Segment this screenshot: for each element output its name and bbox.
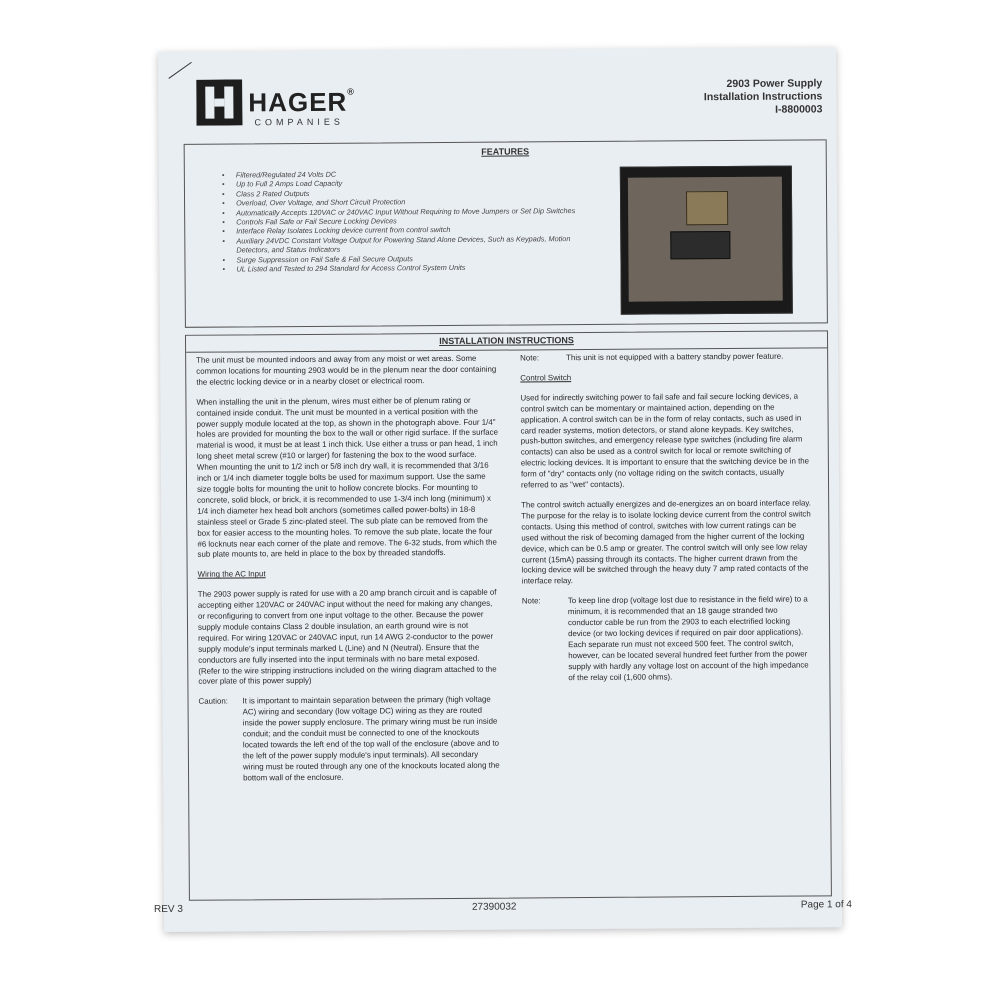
transformer-shape — [686, 191, 728, 225]
feature-item: • Surge Suppression on Fail Safe & Fail Secure Outputs — [220, 253, 590, 265]
document-code: I-8800003 — [775, 103, 823, 116]
feature-item: • UL Listed and Tested to 294 Standard for Access Control System Units — [220, 262, 590, 274]
document-title-block — [704, 77, 823, 117]
caution-note — [199, 695, 502, 784]
hager-logo — [196, 78, 416, 130]
paragraph: The unit must be mounted indoors and away from any moist or wet areas. Some common locations for mounting 2903 would be in the plenum near the door containing the electric locking device or in a nearby closet or electrical room. — [196, 353, 497, 387]
battery-note — [520, 351, 812, 364]
feature-item: • Auxiliary 24VDC Constant Voltage Output for Powering Stand Alone Devices, Such as Keypads, Motion Detectors, and Status Indicators — [220, 234, 590, 255]
circuit-board-shape — [670, 231, 730, 259]
feature-item: • Overload, Over Voltage, and Short Circuit Protection — [220, 196, 590, 208]
document-subtitle: Installation Instructions — [703, 90, 823, 104]
features-box — [184, 139, 828, 327]
paragraph: The control switch actually energizes and de-energizes an on board interface relay. The purpose for the relay is to isolate locking device current from the control switch contacts. Using this method of control, switches with low current ratings can be used without the risk of becoming damaged from the higher current of the locking device, which can be 0.5 amp or greater. The control switch will only see low relay current (15mA) passing through its contacts. The higher current drawn from the locking device will be switched through the heavy duty 7 amp rated contacts of the interface relay. — [521, 498, 811, 586]
enclosure-backplate — [628, 177, 783, 302]
page-number: Page 1 of 4 — [800, 899, 853, 911]
document-number: 27390032 — [471, 901, 517, 913]
revision-label: REV 3 — [153, 903, 183, 916]
document-title: 2903 Power Supply — [726, 77, 823, 91]
caution-label: Caution: — [198, 696, 228, 707]
document-page — [153, 47, 853, 932]
note-label: Note: — [520, 353, 540, 363]
feature-item: • Automatically Accepts 120VAC or 240VAC Input Without Requiring to Move Jumpers or Set Dip Switches — [220, 206, 590, 218]
paragraph: Used for indirectly switching power to fail safe and fail secure locking devices, a control switch can be momentary or maintained action, depending on the application. A control switch can be in the form of relay contacts, such as used in card reader systems, motion detectors, or stand alone keypads. Key switches, push-button switches, and emergency release type switches (including fire alarm contacts) can also be used as a control switch for local or remote switching of electric locking devices. It is important to ensure that the switching device be in the form of "dry" contacts only (no voltage riding on the switch contacts, usually referred to as "wet" contacts). — [520, 391, 810, 490]
paragraph: When installing the unit in the plenum, wires must either be of plenum rating or contained inside conduit. The unit must be mounted in a vertical position with the power supply module located at the top, as shown in the photograph above. Four 1/4" holes are provided for mounting the box to the wall or other rigid surface. If the surface material is wood, it must be at least 1 inch thick. Use either a truss or pan head, 1 inch long sheet metal screw (#10 or larger) for fastening the box to the wood surface. When mounting the unit to 1/2 inch or 5/8 inch dry wall, it is recommended that 3/16 inch or 1/4 inch diameter toggle bolts be used for maximum support. Use the same size toggle bolts for mounting the unit to hollow concrete blocks. For mounting to concrete, solid block, or brick, it is recommended to use 1-3/4 inch long (minimum) x 1/4 inch diameter hex head bolt anchors (sometimes called power-bolts) in 18-8 stainless steel or Grade 5 zinc-plated steel. The sub plate can be removed from the box for easier access to the mounting holes. To remove the sub plate, locate the four #6 locknuts near each corner of the plate and remove. The 6-32 studs, from which the sub plate mounts to, are held in place to the box by threaded standoffs. — [196, 395, 499, 560]
wiring-heading: Wiring the AC Input — [197, 569, 266, 580]
right-column — [520, 351, 814, 683]
feature-item: • Up to Full 2 Amps Load Capacity — [220, 177, 590, 189]
brand-name: HAGER® — [248, 86, 355, 118]
control-switch-heading: Control Switch — [520, 373, 572, 383]
feature-item: • Filtered/Regulated 24 Volts DC — [220, 168, 590, 180]
paragraph: The 2903 power supply is rated for use with a 20 amp branch circuit and is capable of accepting either 120VAC or 240VAC input without the need for making any changes, or reconfiguring to convert from one input voltage to the other. Because the power supply module contains Class 2 double insulation, an earth ground wire is not required. For wiring 120VAC or 240VAC input, run 14 AWG 2-conductor to the power supply module's input terminals marked L (Line) and N (Neutral). Ensure that the conductors are fully inserted into the input terminals with no bare metal exposed. (Refer to the wire stripping instructions included on the wiring diagram attached to the cover plate of this power supply) — [197, 587, 497, 687]
note-label: Note: — [521, 596, 541, 606]
note-text: This unit is not equipped with a battery standby power feature. — [566, 351, 784, 363]
pen-mark — [168, 62, 191, 79]
note-text: To keep line drop (voltage lost due to resistance in the field wire) to a minimum, it is recommended that an 18 gauge stranded two conductor cable be run from the 2903 to each electrified locking device (or two locking devices if required on pair door applications). Each separate run must not exceed 500 feet. The control switch, however, can be located several hundred feet further from the power supply with hardly any voltage lost on account of the high impedance of the relay coil (1,600 ohms). — [567, 594, 809, 682]
feature-item: • Controls Fail Safe or Fail Secure Locking Devices — [220, 215, 590, 227]
product-photo — [620, 166, 793, 315]
brand-subtitle: COMPANIES — [254, 116, 344, 128]
left-column — [196, 354, 501, 785]
installation-heading: INSTALLATION INSTRUCTIONS — [186, 333, 827, 352]
hager-logo-icon — [196, 79, 242, 125]
installation-box — [185, 330, 832, 900]
feature-item: • Interface Relay Isolates Locking device current from control switch — [220, 224, 590, 236]
features-heading: FEATURES — [481, 146, 530, 157]
features-list — [220, 168, 591, 274]
feature-item: • Class 2 Rated Outputs — [220, 187, 590, 199]
line-drop-note — [522, 595, 815, 684]
caution-text: It is important to maintain separation between the primary (high voltage AC) wiring and secondary (low voltage DC) wiring as they are routed inside the power supply enclosure. The primary wiring must be run inside conduit; and the conduit must be connected to one of the knockouts located towards the left end of the top wall of the enclosure (above and to the left of the power supply module's input terminals). All secondary wiring must be routed through any one of the knockouts located along the bottom wall of the enclosure. — [242, 695, 500, 783]
